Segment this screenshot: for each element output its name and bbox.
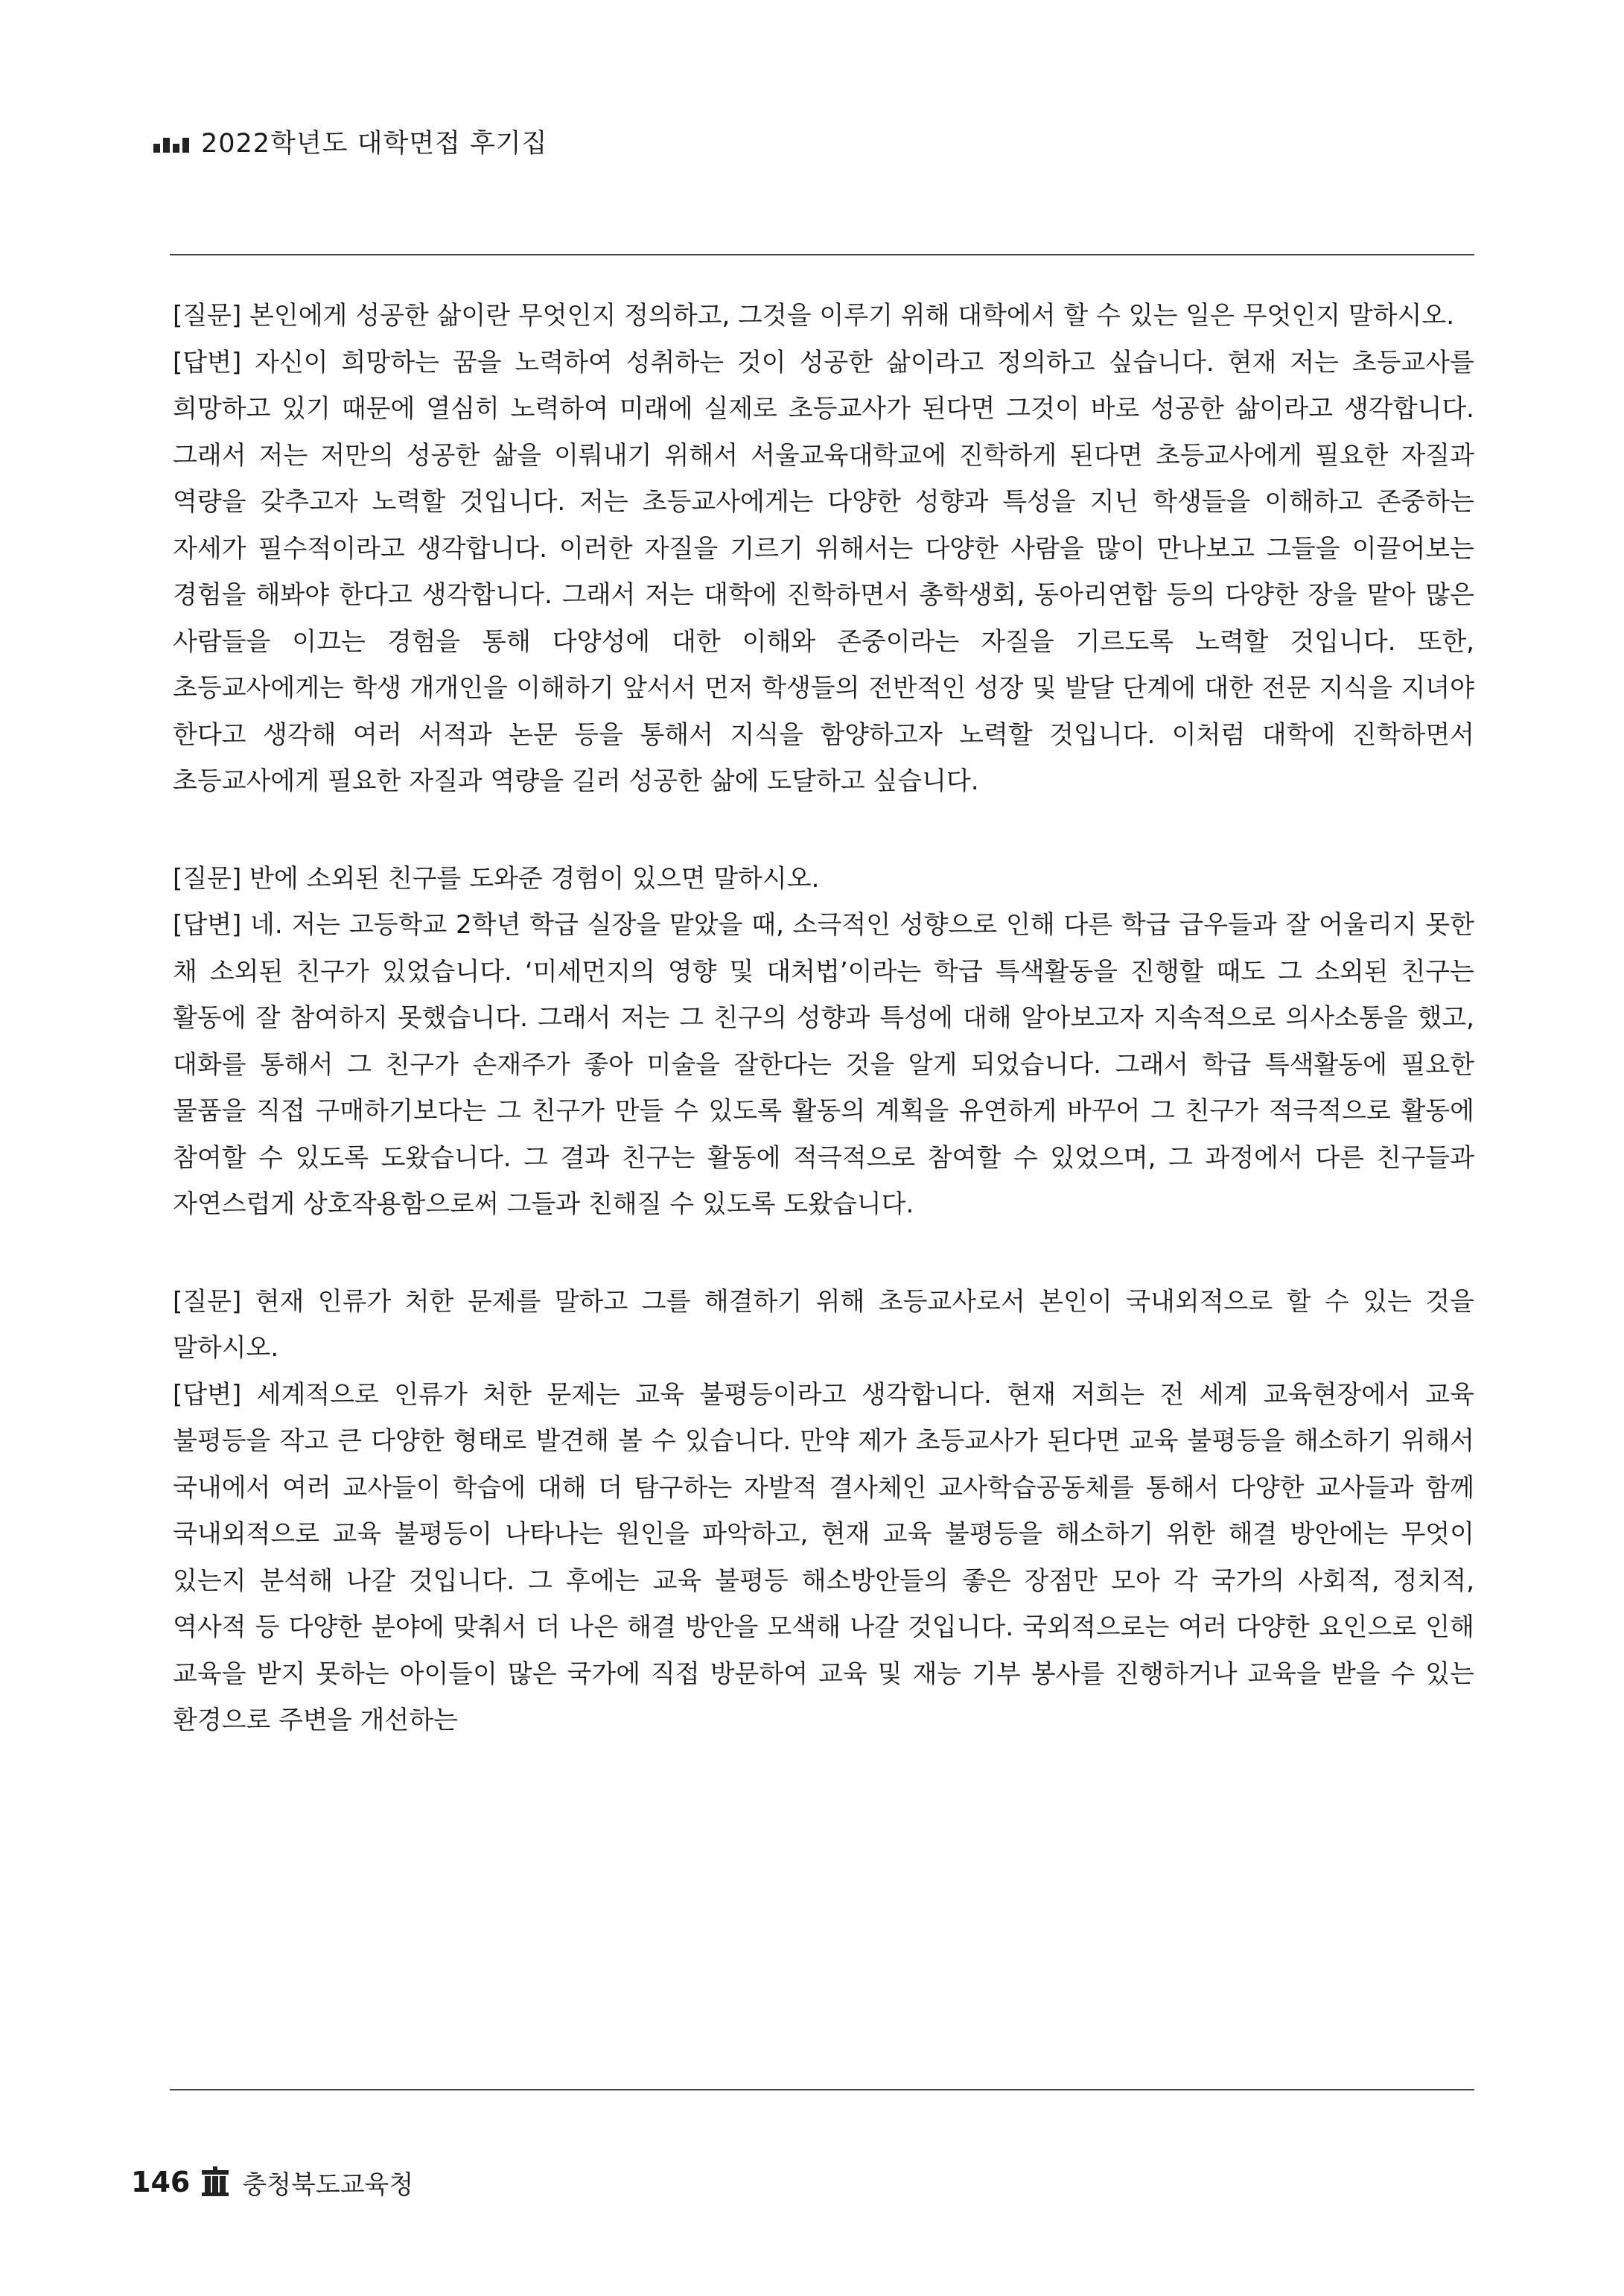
answer-text: [답변] 네. 저는 고등학교 2학년 학급 실장을 맡았을 때, 소극적인 성향으로 인해 다른 학급 급우들과 잘 어울리지 못한 채 소외된 친구가 있었습니다. ‘미세먼지의 영향 및 대처법’이라는 학급 특색활동을 진행할 때도 그 소외된 친구는 활동에 잘 참여하지 못했습니다. 그래서 저는 그 친구의 성향과 특성에 대해 알아보고자 지속적으로 의사소통을 했고, 대화를 통해서 그 친구가 손재주가 좋아 미술을 잘한다는 것을 알게 되었습니다. 그래서 학급 특색활동에 필요한 물품을 직접 구매하기보다는 그 친구가 만들 수 있도록 활동의 계획을 유연하게 바꾸어 그 친구가 적극적으로 활동에 참여할 수 있도록 도왔습니다. 그 결과 친구는 활동에 적극적으로 참여할 수 있었으며, 그 과정에서 다른 친구들과 자연스럽게 상호작용함으로써 그들과 친해질 수 있도록 도왔습니다. <box>173 910 1474 1219</box>
top-divider <box>170 254 1474 255</box>
answer-text: [답변] 자신이 희망하는 꿈을 노력하여 성취하는 것이 성공한 삶이라고 정의하고 싶습니다. 현재 저는 초등교사를 희망하고 있기 때문에 열심히 노력하여 미래에 실제로 초등교사가 된다면 그것이 바로 성공한 삶이라고 생각합니다. 그래서 저는 저만의 성공한 삶을 이뤄내기 위해서 서울교육대학교에 진학하게 된다면 초등교사에게 필요한 자질과 역량을 갖추고자 노력할 것입니다. 저는 초등교사에게는 다양한 성향과 특성을 지닌 학생들을 이해하고 존중하는 자세가 필수적이라고 생각합니다. 이러한 자질을 기르기 위해서는 다양한 사람을 많이 만나보고 그들을 이끌어보는 경험을 해봐야 한다고 생각합니다. 그래서 저는 대학에 진학하면서 총학생회, 동아리연합 등의 다양한 장을 맡아 많은 사람들을 이끄는 경험을 통해 다양성에 대한 이해와 존중이라는 자질을 기르도록 노력할 것입니다. 또한, 초등교사에게는 학생 개개인을 이해하기 앞서서 먼저 학생들의 전반적인 성장 및 발달 단계에 대한 전문 지식을 지녀야 한다고 생각해 여러 서적과 논문 등을 통해서 지식을 함양하고자 노력할 것입니다. 이처럼 대학에 진학하면서 초등교사에게 필요한 자질과 역량을 길러 성공한 삶에 도달하고 싶습니다. <box>173 347 1474 796</box>
bottom-divider <box>170 2089 1474 2090</box>
four-square-mark-icon <box>153 130 189 153</box>
qa-item <box>173 293 1474 805</box>
org-name: 충청북도교육청 <box>242 2169 414 2200</box>
question-text: [질문] 반에 소외된 친구를 도와준 경험이 있으면 말하시오. <box>173 863 820 894</box>
question-text: [질문] 현재 인류가 처한 문제를 말하고 그를 해결하기 위해 초등교사로서 본인이 국내외적으로 할 수 있는 것을 말하시오. <box>173 1286 1474 1363</box>
answer-text: [답변] 세계적으로 인류가 처한 문제는 교육 불평등이라고 생각합니다. 현재 저희는 전 세계 교육현장에서 교육 불평등을 작고 큰 다양한 형태로 발견해 볼 수 있습니다. 만약 제가 초등교사가 된다면 교육 불평등을 해소하기 위해서 국내에서 여러 교사들이 학습에 대해 더 탐구하는 자발적 결사체인 교사학습공동체를 통해서 다양한 교사들과 함께 국내외적으로 교육 불평등이 나타나는 원인을 파악하고, 현재 교육 불평등을 해소하기 위한 해결 방안에는 무엇이 있는지 분석해 나갈 것입니다. 그 후에는 교육 불평등 해소방안들의 좋은 장점만 모아 각 국가의 사회적, 정치적, 역사적 등 다양한 분야에 맞춰서 더 나은 해결 방안을 모색해 나갈 것입니다. 국외적으로는 여러 다양한 요인으로 인해 교육을 받지 못하는 아이들이 많은 국가에 직접 방문하여 교육 및 재능 기부 봉사를 진행하거나 교육을 받을 수 있는 환경으로 주변을 개선하는 <box>173 1379 1474 1735</box>
page-header <box>153 119 547 164</box>
page-number: 146 <box>131 2166 191 2198</box>
question-text: [질문] 본인에게 성공한 삶이란 무엇인지 정의하고, 그것을 이루기 위해 대학에서 할 수 있는 일은 무엇인지 말하시오. <box>173 301 1455 331</box>
emblem-icon <box>199 2166 232 2198</box>
page-footer <box>131 2160 413 2204</box>
qa-content <box>173 293 1474 1795</box>
qa-item <box>173 1279 1474 1744</box>
qa-item <box>173 856 1474 1228</box>
header-title: 2022학년도 대학면접 후기집 <box>201 129 548 159</box>
